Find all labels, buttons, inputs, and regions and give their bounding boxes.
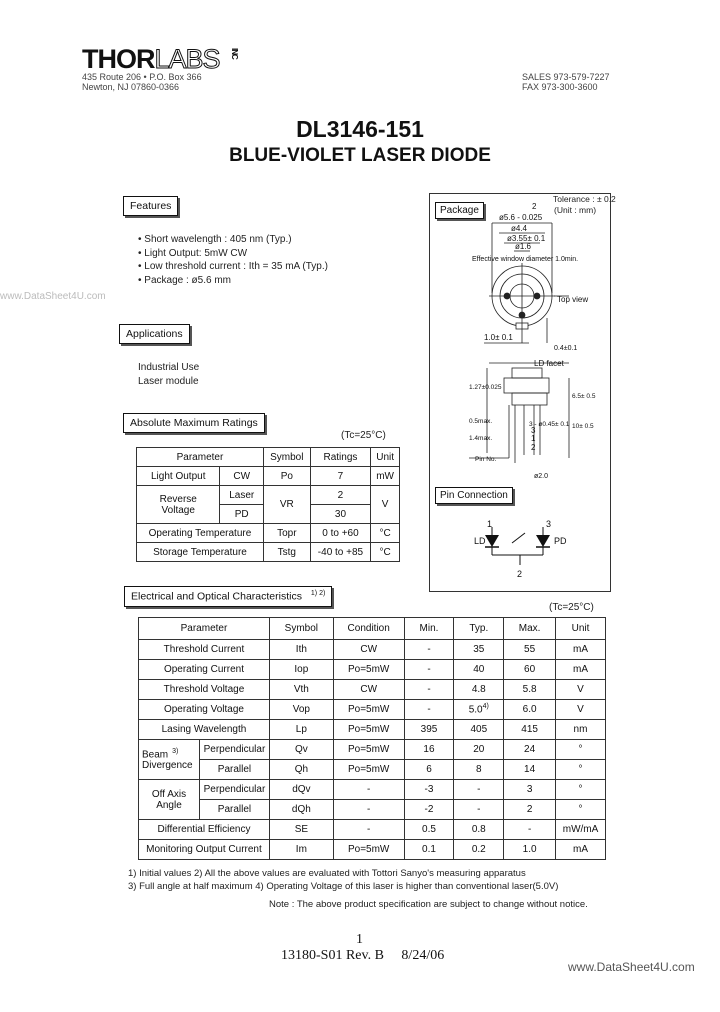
header-cell: Parameter [139, 618, 270, 640]
header-cell: Condition [333, 618, 404, 640]
table-cell: Po [263, 467, 310, 486]
table-cell: Threshold Voltage [139, 680, 270, 700]
table-cell: Operating Temperature [137, 524, 264, 543]
beam-label-b: Divergence [142, 760, 193, 772]
note-1: 1) Initial values 2) All the above values are evaluated with Tottori Sanyo's measuring apparatus [128, 868, 526, 879]
table-cell: mW [371, 467, 400, 486]
pin-2: 2 [531, 443, 536, 452]
table-cell: Po=5mW [333, 760, 404, 780]
table-cell: 20 [454, 740, 504, 760]
table-cell: Vth [269, 680, 333, 700]
ld-facet: LD facet [534, 359, 564, 368]
table-cell: Vop [269, 700, 333, 720]
effective-window: Effective window diameter 1.0min. [472, 256, 579, 263]
table-cell: Threshold Current [139, 640, 270, 660]
table-cell: CW [333, 640, 404, 660]
table-cell: Lasing Wavelength [139, 720, 270, 740]
table-row [139, 780, 606, 800]
table-cell: 35 [454, 640, 504, 660]
table-cell: Perpendicular [199, 740, 269, 760]
dim-d14: 1.4max. [469, 435, 493, 442]
table-cell: mW/mA [556, 820, 606, 840]
dim-d04: 0.4±0.1 [554, 345, 578, 352]
table-cell: 55 [504, 640, 556, 660]
table-cell: Parallel [199, 760, 269, 780]
dim-d56: ø5.6 - 0.025 [499, 213, 543, 222]
table-cell: ° [556, 740, 606, 760]
pin-no: Pin No. [475, 456, 497, 463]
table-cell: ° [556, 800, 606, 820]
logo-outline: LABS [154, 44, 220, 74]
table-cell: 30 [310, 505, 371, 524]
table-cell: - [454, 800, 504, 820]
header-cell: Max. [504, 618, 556, 640]
table-row [137, 486, 400, 505]
table-row [139, 700, 606, 720]
table-cell: - [454, 780, 504, 800]
table-cell: V [556, 680, 606, 700]
table-cell: - [333, 780, 404, 800]
table-cell: - [404, 680, 454, 700]
table-cell: - [333, 820, 404, 840]
table-header-row [137, 448, 400, 467]
header-cell: Ratings [310, 448, 371, 467]
dim-d10b: 10± 0.5 [572, 423, 594, 430]
table-cell: dQv [269, 780, 333, 800]
table-row [139, 720, 606, 740]
dim-d10: 1.0± 0.1 [484, 333, 513, 342]
table-cell: ° [556, 760, 606, 780]
dim-d045: 3 - ø0.45± 0.1 [529, 421, 570, 428]
table-cell: Topr [263, 524, 310, 543]
table-cell: CW [333, 680, 404, 700]
table-cell: nm [556, 720, 606, 740]
table-row [137, 467, 400, 486]
pd-label: PD [554, 536, 567, 546]
unit-note: (Unit : mm) [554, 205, 597, 215]
offaxis-label [139, 780, 200, 820]
eo-table [138, 617, 606, 860]
table-cell: Ith [269, 640, 333, 660]
table-row [137, 524, 400, 543]
table-cell: 6.0 [504, 700, 556, 720]
table-cell: V [371, 486, 400, 524]
table-cell: Lp [269, 720, 333, 740]
table-cell [454, 700, 504, 720]
table-cell: PD [220, 505, 263, 524]
table-cell: Operating Current [139, 660, 270, 680]
company-address [82, 72, 202, 92]
eo-label-text: Electrical and Optical Characteristics [131, 590, 302, 603]
table-cell: Monitoring Output Current [139, 840, 270, 860]
table-cell: dQh [269, 800, 333, 820]
table-cell: Im [269, 840, 333, 860]
table-cell: Po=5mW [333, 840, 404, 860]
offaxis-label-b: Angle [156, 799, 182, 811]
watermark-footer: www.DataSheet4U.com [568, 960, 695, 974]
table-cell: 3 [504, 780, 556, 800]
features-list [138, 233, 328, 287]
table-cell: 24 [504, 740, 556, 760]
table-cell: 8 [454, 760, 504, 780]
pd-diode-icon [536, 535, 550, 547]
sales-phone: SALES 973-579-7227 [522, 72, 610, 82]
ld-diode-icon [485, 535, 499, 547]
pin2-label: 2 [517, 569, 523, 579]
pin1-label: 1 [487, 519, 493, 529]
dim-d44: ø4.4 [511, 224, 528, 233]
table-cell: Differential Efficiency [139, 820, 270, 840]
table-cell: 1.0 [504, 840, 556, 860]
table-cell: - [504, 820, 556, 840]
table-cell: VR [263, 486, 310, 524]
table-cell: °C [371, 543, 400, 562]
eo-label [124, 586, 332, 607]
package-label: Package [435, 202, 484, 219]
eo-label-sup: 1) 2) [310, 590, 326, 597]
table-cell: Perpendicular [199, 780, 269, 800]
dim-zero: 2 [532, 202, 537, 211]
dim-d355: ø3.55± 0.1 [507, 234, 546, 243]
table-cell: 405 [454, 720, 504, 740]
table-cell: 0.1 [404, 840, 454, 860]
feature-item: • Package : ø5.6 mm [138, 274, 231, 286]
header-cell: Symbol [263, 448, 310, 467]
logo-solid: THOR [82, 44, 155, 74]
header-cell: Typ. [454, 618, 504, 640]
vop-sup: 4) [482, 703, 489, 711]
table-cell: 415 [504, 720, 556, 740]
feature-item: • Low threshold current : Ith = 35 mA (Typ.) [138, 261, 328, 272]
dim-upper: 1.27±0.025 [469, 384, 502, 391]
table-cell: 16 [404, 740, 454, 760]
pin-3: 3 [531, 426, 536, 435]
feature-item: • Light Output: 5mW CW [138, 247, 248, 259]
table-cell: Iop [269, 660, 333, 680]
table-cell: mA [556, 640, 606, 660]
table-cell: Operating Voltage [139, 700, 270, 720]
feature-item: • Short wavelength : 405 nm (Typ.) [138, 234, 292, 245]
header-cell: Parameter [137, 448, 264, 467]
table-cell: 2 [504, 800, 556, 820]
applications-list [138, 361, 199, 388]
table-cell: Storage Temperature [137, 543, 264, 562]
table-cell: Po=5mW [333, 700, 404, 720]
table-cell: - [404, 660, 454, 680]
address-line2: Newton, NJ 07860-0366 [82, 82, 180, 92]
pin-1: 1 [531, 434, 536, 443]
table-cell: Po=5mW [333, 740, 404, 760]
beam-sup: 3) [172, 747, 179, 755]
fax-phone: FAX 973-300-3600 [522, 82, 598, 92]
table-cell: 14 [504, 760, 556, 780]
table-cell: SE [269, 820, 333, 840]
address-line1: 435 Route 206 • P.O. Box 366 [82, 72, 202, 82]
table-cell: ° [556, 780, 606, 800]
table-cell: 6 [404, 760, 454, 780]
abs-max-label: Absolute Maximum Ratings [123, 413, 265, 433]
ld-label: LD [474, 536, 486, 546]
table-cell: 40 [454, 660, 504, 680]
product-name: BLUE-VIOLET LASER DIODE [229, 145, 491, 166]
table-cell: -40 to +85 [310, 543, 371, 562]
table-row [137, 543, 400, 562]
application-item: Laser module [138, 375, 199, 387]
page-number: 1 [356, 932, 363, 947]
table-cell: -3 [404, 780, 454, 800]
header-cell: Symbol [269, 618, 333, 640]
top-view: Top view [557, 295, 589, 304]
table-cell: Po=5mW [333, 720, 404, 740]
table-row [139, 640, 606, 660]
header-cell: Unit [371, 448, 400, 467]
header-cell: Min. [404, 618, 454, 640]
table-cell: °C [371, 524, 400, 543]
note-2: 3) Full angle at half maximum 4) Operating Voltage of this laser is higher than conventional laser(5.0V) [128, 881, 559, 892]
offaxis-label-a: Off Axis [151, 788, 187, 800]
table-cell: 395 [404, 720, 454, 740]
table-cell: 2 [310, 486, 371, 505]
dim-d16: ø1.6 [515, 242, 532, 251]
table-cell: Po=5mW [333, 660, 404, 680]
table-row [139, 800, 606, 820]
table-cell: Qh [269, 760, 333, 780]
company-contact [522, 72, 610, 92]
table-cell: Reverse Voltage [137, 486, 220, 524]
table-cell: mA [556, 840, 606, 860]
beam-divergence-label [139, 740, 200, 780]
abs-max-table [136, 447, 400, 562]
abs-max-condition: (Tc=25°C) [341, 430, 386, 441]
table-header-row [139, 618, 606, 640]
table-cell: CW [220, 467, 263, 486]
table-row [139, 680, 606, 700]
table-row [139, 660, 606, 680]
table-cell: Light Output [137, 467, 220, 486]
tolerance: Tolerance : ± 0.2 [553, 194, 616, 204]
table-cell: 4.8 [454, 680, 504, 700]
table-cell: Tstg [263, 543, 310, 562]
table-cell: 0.2 [454, 840, 504, 860]
pin-connection-label: Pin Connection [435, 487, 513, 504]
pin3-label: 3 [546, 519, 552, 529]
application-item: Industrial Use [138, 362, 200, 373]
table-cell: 7 [310, 467, 371, 486]
dim-d20: ø2.0 [534, 473, 549, 480]
table-cell: Laser [220, 486, 263, 505]
doc-revision: 13180-S01 Rev. B 8/24/06 [281, 948, 445, 963]
eo-condition: (Tc=25°C) [549, 602, 594, 613]
table-cell: 0 to +60 [310, 524, 371, 543]
table-cell: mA [556, 660, 606, 680]
logo-inc: INC [230, 48, 239, 59]
dim-lower: 0.5max. [469, 418, 493, 425]
watermark-left: www.DataSheet4U.com [0, 291, 106, 302]
package-drawing [429, 193, 609, 483]
pin-connection-diagram [470, 517, 580, 582]
note-3: Note : The above product specification are subject to change without notice. [269, 899, 588, 910]
table-cell: Parallel [199, 800, 269, 820]
table-cell: V [556, 700, 606, 720]
table-cell: 0.5 [404, 820, 454, 840]
table-cell: 0.8 [454, 820, 504, 840]
dim-d65: 6.5± 0.5 [572, 393, 596, 400]
applications-label: Applications [119, 324, 190, 344]
table-cell: -2 [404, 800, 454, 820]
table-cell: Qv [269, 740, 333, 760]
vop-typ: 5.0 [468, 704, 483, 716]
table-row [139, 760, 606, 780]
table-row [139, 840, 606, 860]
part-number: DL3146-151 [296, 116, 424, 142]
table-row [139, 740, 606, 760]
table-cell: - [404, 700, 454, 720]
table-cell: - [333, 800, 404, 820]
beam-label-a: Beam [142, 749, 169, 761]
table-row [139, 820, 606, 840]
thorlabs-logo [82, 44, 239, 75]
features-label: Features [123, 196, 178, 216]
table-cell: 5.8 [504, 680, 556, 700]
table-cell: - [404, 640, 454, 660]
header-cell: Unit [556, 618, 606, 640]
table-cell: 60 [504, 660, 556, 680]
